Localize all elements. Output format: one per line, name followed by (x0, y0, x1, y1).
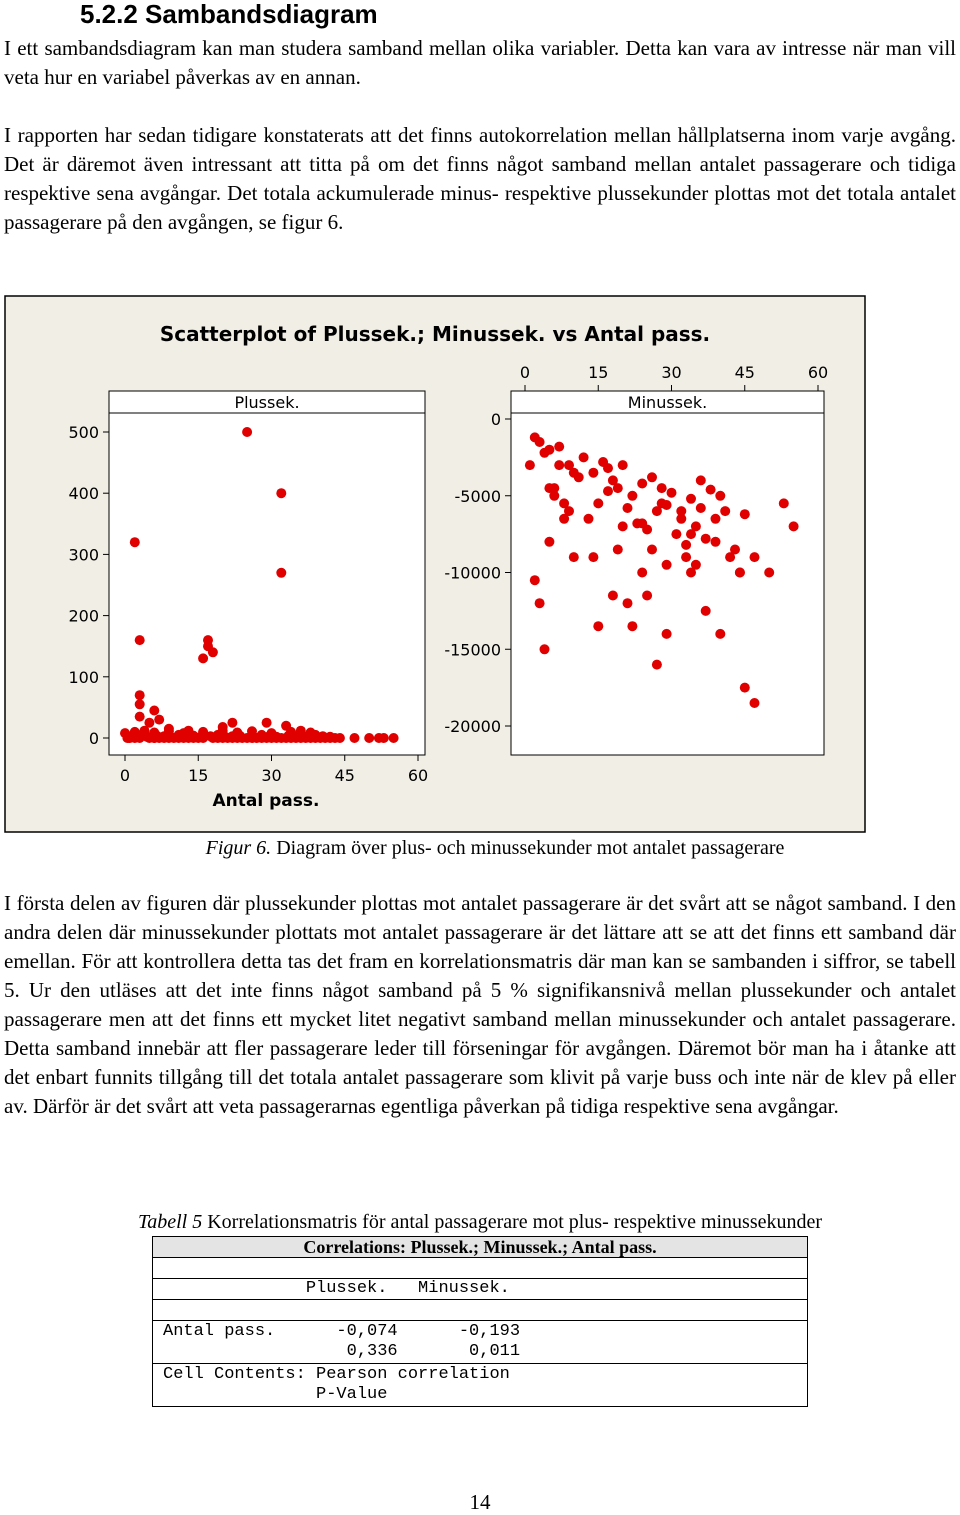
y-tick-label: -20000 (444, 717, 501, 736)
scatter-point-plussek (306, 728, 316, 738)
scatter-point-plussek (184, 726, 194, 736)
x-tick-label: 0 (519, 363, 531, 382)
scatter-point-minussek (647, 472, 657, 482)
figure-caption (0, 836, 960, 860)
scatter-point-minussek (711, 514, 721, 524)
cell-contents-line: Cell Contents: Pearson correlation (163, 1365, 510, 1384)
correlation-table-title: Correlations: Plussek.; Minussek.; Antal pass. (153, 1237, 808, 1258)
scatter-point-minussek (715, 491, 725, 501)
scatter-point-minussek (588, 468, 598, 478)
y-tick-label: -10000 (444, 563, 501, 583)
scatter-point-minussek (789, 521, 799, 531)
y-tick-label: 0 (88, 729, 99, 748)
scatter-point-minussek (647, 545, 657, 555)
autocorrelation-paragraph: I rapporten har sedan tidigare konstaterats att det finns autokorrelation mellan hållplatserna inom varje avgång. Det är däremot även intressant att titta på om det finns något samband mellan antalet passagerare och tidiga respektive sena avgångar. Det totala ackumulerade minus- respektive plussekunder plottas mot det totala antalet passagerare på den avgången, se figur 6. (4, 123, 956, 234)
correlation-table-cell-contents (153, 1364, 808, 1407)
y-tick-label: 500 (68, 423, 99, 442)
correlation-table-row-antal-pass (153, 1321, 808, 1364)
x-tick-label: 45 (334, 766, 355, 785)
scatter-point-minussek (779, 498, 789, 508)
scatter-point-plussek (130, 537, 140, 547)
scatter-point-minussek (618, 521, 628, 531)
scatter-point-minussek (584, 514, 594, 524)
scatter-point-plussek (242, 427, 252, 437)
x-tick-label: 30 (261, 766, 282, 785)
correlation-table-blank-row (153, 1300, 808, 1321)
scatter-point-minussek (559, 514, 569, 524)
scatter-point-plussek (276, 488, 286, 498)
scatter-point-plussek (135, 699, 145, 709)
correlation-table-header-row: Plussek. Minussek. (153, 1279, 808, 1300)
scatter-point-plussek (350, 733, 360, 743)
figure-caption-text: Diagram över plus- och minussekunder mot antalet passagerare (276, 837, 785, 859)
table-caption-label: Tabell 5 (137, 1211, 203, 1233)
scatter-point-minussek (652, 660, 662, 670)
scatter-point-minussek (608, 591, 618, 601)
scatterplot-figure (4, 295, 866, 833)
x-tick-label: 15 (588, 363, 609, 382)
scatter-point-minussek (686, 529, 696, 539)
section-heading: 5.2.2 Sambandsdiagram (80, 0, 378, 29)
y-tick-label: -15000 (444, 640, 501, 660)
scatter-point-plussek (208, 647, 218, 657)
scatter-point-plussek (335, 733, 345, 743)
scatter-point-minussek (662, 560, 672, 570)
scatter-point-minussek (686, 494, 696, 504)
y-tick-label: 200 (68, 606, 99, 626)
scatter-point-plussek (262, 718, 272, 728)
scatter-point-plussek (247, 726, 257, 736)
scatter-point-plussek (135, 635, 145, 645)
scatter-point-plussek (267, 728, 277, 738)
scatter-point-minussek (735, 568, 745, 578)
scatter-point-minussek (554, 460, 564, 470)
scatter-point-minussek (701, 534, 711, 544)
scatter-point-plussek (364, 733, 374, 743)
scatter-point-plussek (232, 728, 242, 738)
x-tick-label: 0 (119, 766, 131, 785)
scatter-point-minussek (720, 506, 730, 516)
scatter-point-plussek (389, 733, 399, 743)
scatter-point-minussek (623, 503, 633, 513)
panel-label: Minussek. (627, 393, 708, 412)
scatter-point-minussek (681, 552, 691, 562)
scatter-point-minussek (696, 503, 706, 513)
scatter-point-minussek (676, 514, 686, 524)
y-tick-label: -5000 (454, 486, 501, 506)
scatter-point-plussek (164, 724, 174, 734)
scatter-point-plussek (120, 728, 130, 738)
scatter-point-minussek (530, 575, 540, 585)
y-tick-label: 400 (68, 484, 99, 504)
scatter-point-minussek (627, 621, 637, 631)
y-tick-label: 300 (68, 545, 99, 565)
scatter-point-minussek (750, 552, 760, 562)
scatter-point-minussek (764, 568, 774, 578)
x-tick-label: 60 (407, 766, 429, 785)
scatter-point-plussek (135, 712, 145, 722)
scatter-point-minussek (588, 552, 598, 562)
scatter-point-minussek (706, 485, 716, 495)
scatter-point-minussek (740, 509, 750, 519)
scatter-point-plussek (379, 733, 389, 743)
scatter-point-plussek (149, 728, 159, 738)
scatter-point-minussek (525, 460, 535, 470)
scatter-point-plussek (135, 690, 145, 700)
scatter-point-minussek (662, 500, 672, 510)
scatter-point-minussek (603, 463, 613, 473)
correlation-table (152, 1236, 808, 1407)
scatter-point-minussek (671, 529, 681, 539)
scatter-point-plussek (325, 732, 335, 742)
panel-label: Plussek. (234, 393, 300, 412)
scatter-point-minussek (540, 644, 550, 654)
scatter-point-plussek (281, 721, 291, 731)
scatter-point-minussek (701, 606, 711, 616)
scatter-point-minussek (549, 491, 559, 501)
table-caption-text: Korrelationsmatris för antal passagerare mot plus- respektive minussekunder (207, 1211, 823, 1233)
scatter-point-minussek (540, 448, 550, 458)
scatter-point-minussek (593, 621, 603, 631)
scatter-point-minussek (657, 483, 667, 493)
scatter-point-minussek (618, 460, 628, 470)
chart-title: Scatterplot of Plussek.; Minussek. vs Antal pass. (159, 322, 711, 346)
x-tick-label: 45 (734, 363, 755, 382)
scatter-point-plussek (154, 715, 164, 725)
x-tick-label: 60 (807, 363, 829, 382)
scatter-point-minussek (642, 591, 652, 601)
p-values: 0,336 0,011 (163, 1342, 521, 1361)
x-tick-label: 30 (661, 363, 682, 382)
page-number: 14 (469, 1490, 491, 1514)
scatter-point-minussek (579, 452, 589, 462)
scatter-point-minussek (681, 540, 691, 550)
scatter-point-plussek (198, 653, 208, 663)
scatter-point-plussek (276, 568, 286, 578)
table-caption (0, 1210, 960, 1234)
scatter-point-minussek (750, 698, 760, 708)
scatter-point-minussek (696, 475, 706, 485)
scatter-point-minussek (637, 568, 647, 578)
correlation-values: Antal pass. -0,074 -0,193 (163, 1322, 521, 1341)
scatter-point-minussek (715, 629, 725, 639)
scatter-point-minussek (627, 491, 637, 501)
scatter-point-minussek (637, 518, 647, 528)
scatter-point-minussek (544, 537, 554, 547)
scatter-point-minussek (691, 560, 701, 570)
scatter-point-minussek (623, 598, 633, 608)
scatter-point-plussek (218, 722, 228, 732)
correlation-table-blank-row (153, 1258, 808, 1279)
scatter-point-plussek (130, 727, 140, 737)
scatter-point-minussek (603, 486, 613, 496)
scatter-point-plussek (149, 706, 159, 716)
discussion-paragraph: I första delen av figuren där plussekunder plottas mot antalet passagerare är det svårt att se något samband. I den andra delen där minussekunder plottats mot antalet passagerare är det lättare att se att det finns ett samband där emellan. För att kontrollera detta tas det fram en korrelationsmatris där man kan se sambanden i siffror, se tabell 5. Ur den utläses att det inte finns något samband på 5 % signifikansnivå mellan plussekunder och antalet passagerare men att det finns ett mycket litet negativt samband mellan minussekunder och antalet passagerare. Detta samband innebär att fler passagerare leder till förseningar för avgången. Däremot bör man ha i åtanke att det enbart funnits tillgång till det totala antalet passagerare som klivit på varje buss och inte när de klev på eller av. Därför är det svårt att veta passagerarnas egentliga påverkan på tidiga respektive sena avgångar. (4, 891, 956, 1118)
scatter-point-minussek (593, 498, 603, 508)
x-tick-label: 15 (188, 766, 209, 785)
figure-caption-label: Figur 6. (205, 837, 272, 859)
intro-paragraph: I ett sambandsdiagram kan man studera samband mellan olika variabler. Detta kan vara av intresse när man vill veta hur en variabel påverkas av en annan. (4, 36, 956, 89)
scatter-point-plussek (227, 718, 237, 728)
scatter-point-minussek (667, 488, 677, 498)
scatter-point-minussek (613, 545, 623, 555)
scatter-point-minussek (569, 552, 579, 562)
scatter-point-plussek (144, 718, 154, 728)
scatter-point-plussek (198, 727, 208, 737)
cell-contents-pvalue-line: P-Value (163, 1385, 388, 1404)
scatter-point-minussek (535, 598, 545, 608)
scatter-point-minussek (535, 437, 545, 447)
scatter-point-minussek (574, 472, 584, 482)
scatter-point-minussek (652, 506, 662, 516)
x-axis-label: Antal pass. (212, 791, 320, 811)
scatter-point-minussek (613, 483, 623, 493)
scatter-point-minussek (554, 442, 564, 452)
scatter-point-minussek (740, 683, 750, 693)
scatter-point-minussek (637, 479, 647, 489)
scatter-point-minussek (725, 552, 735, 562)
y-tick-label: 100 (68, 667, 99, 687)
y-tick-label: 0 (490, 410, 501, 429)
scatter-point-minussek (662, 629, 672, 639)
scatter-point-minussek (711, 537, 721, 547)
scatter-point-plussek (296, 726, 306, 736)
panel-plussek (109, 391, 425, 755)
scatterplot-svg (4, 295, 866, 833)
